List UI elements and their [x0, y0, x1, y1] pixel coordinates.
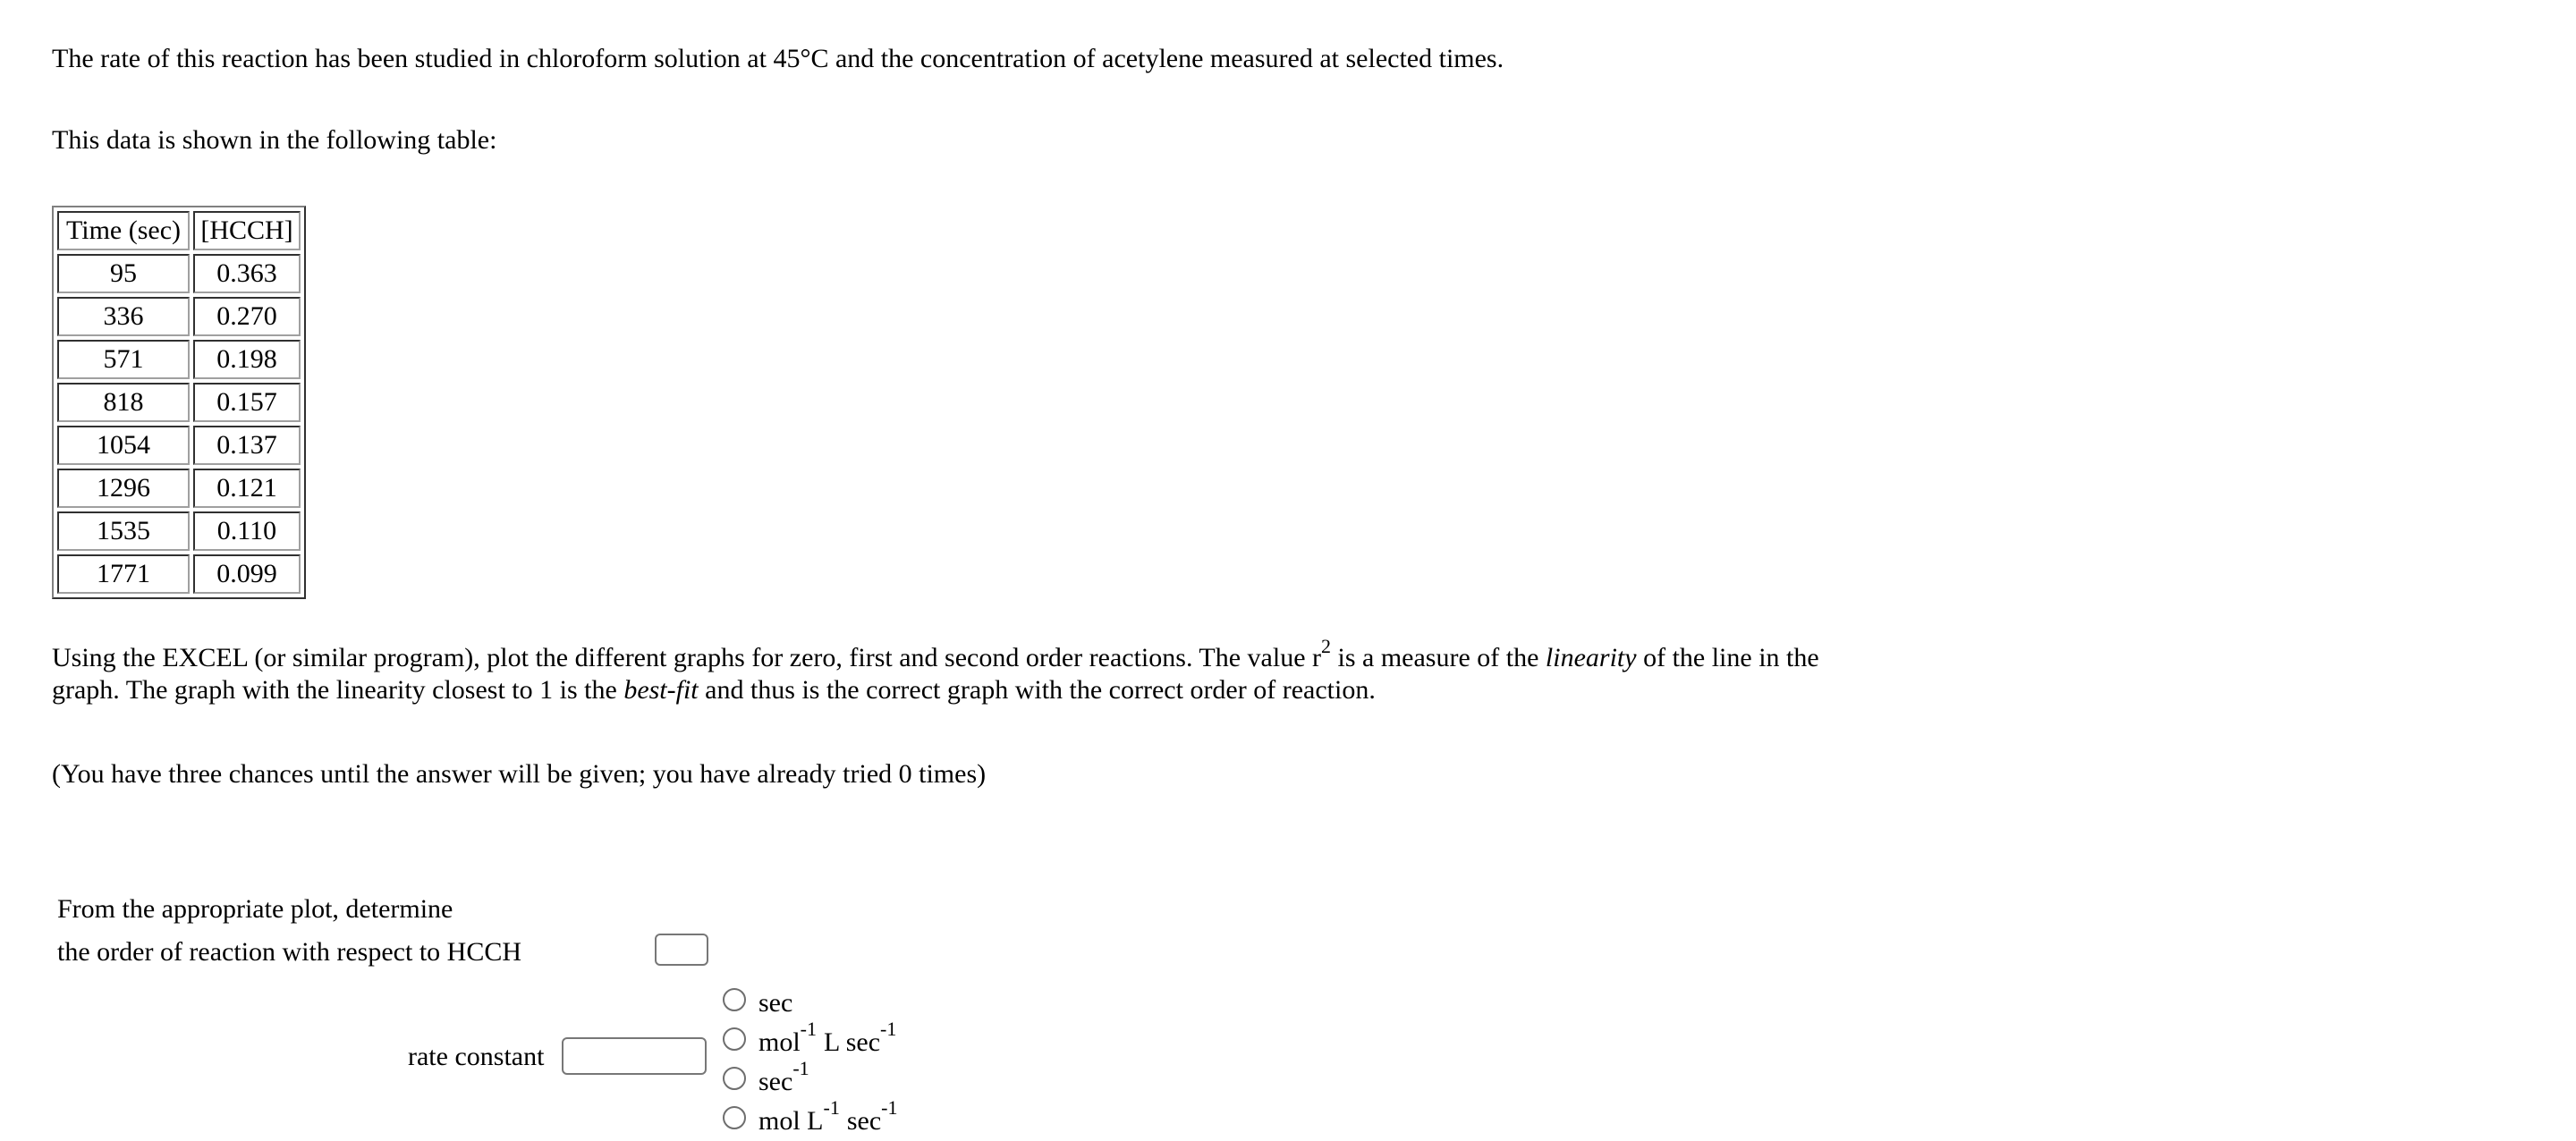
instructions-text-3: of the line in the graph. The graph with the linearity closest to 1 is the — [52, 643, 1819, 705]
table-row — [57, 426, 301, 465]
linearity-emphasis: linearity — [1545, 643, 1637, 672]
unit-option-label — [758, 1018, 897, 1059]
intro-sentence-2: This data is shown in the following table: — [52, 125, 497, 155]
unit-exponent: -1 — [881, 1096, 898, 1119]
concentration-cell: 0.121 — [193, 469, 301, 508]
attempts-note: (You have three chances until the answer will be given; you have already tried 0 times) — [52, 759, 987, 789]
concentration-table — [52, 206, 306, 599]
unit-exponent: -1 — [800, 1018, 817, 1040]
concentration-cell: 0.099 — [193, 554, 301, 594]
instructions-text-1: Using the EXCEL (or similar program), plot the different graphs for zero, first and second order reactions. The value r — [52, 643, 1321, 672]
table-row — [57, 554, 301, 594]
time-cell: 95 — [57, 254, 190, 293]
unit-option-label — [758, 987, 792, 1019]
unit-base: L sec — [824, 1027, 881, 1057]
table-header-row — [57, 211, 301, 250]
rate-constant-unit-options — [723, 980, 897, 1137]
unit-exponent: -1 — [792, 1057, 809, 1079]
time-cell: 1054 — [57, 426, 190, 465]
table-row — [57, 511, 301, 551]
unit-radio-button[interactable] — [723, 1106, 746, 1129]
instructions-paragraph — [52, 635, 1859, 706]
unit-exponent: -1 — [880, 1018, 897, 1040]
table-row — [57, 469, 301, 508]
unit-option-per-sec[interactable] — [723, 1059, 897, 1098]
unit-radio-button[interactable] — [723, 1067, 746, 1090]
unit-base: sec — [846, 1106, 882, 1136]
best-fit-emphasis: best-fit — [623, 675, 699, 705]
order-question-label: the order of reaction with respect to HCCH — [57, 937, 522, 967]
unit-option-per-mol-l-per-sec[interactable] — [723, 1019, 897, 1059]
time-cell: 1771 — [57, 554, 190, 594]
table-row — [57, 254, 301, 293]
concentration-column-header: [HCCH] — [193, 211, 301, 250]
time-cell: 336 — [57, 297, 190, 336]
concentration-cell: 0.110 — [193, 511, 301, 551]
rate-constant-label: rate constant — [408, 1042, 545, 1071]
unit-base: sec — [758, 988, 793, 1018]
unit-exponent: -1 — [823, 1096, 840, 1119]
concentration-cell: 0.363 — [193, 254, 301, 293]
unit-option-label — [758, 1057, 809, 1098]
unit-option-sec[interactable] — [723, 980, 897, 1019]
instructions-text-4: and thus is the correct graph with the correct order of reaction. — [698, 675, 1376, 705]
concentration-cell: 0.137 — [193, 426, 301, 465]
time-cell: 1296 — [57, 469, 190, 508]
concentration-cell: 0.270 — [193, 297, 301, 336]
unit-radio-button[interactable] — [723, 1027, 746, 1051]
time-cell: 1535 — [57, 511, 190, 551]
intro-sentence-1: The rate of this reaction has been studied in chloroform solution at 45°C and the concentration of acetylene measured at selected times. — [52, 44, 1504, 73]
instructions-text-2: is a measure of the — [1331, 643, 1546, 672]
r-squared-exponent: 2 — [1321, 635, 1331, 657]
reaction-order-input[interactable] — [655, 934, 708, 966]
table-row — [57, 297, 301, 336]
time-cell: 571 — [57, 340, 190, 379]
time-column-header: Time (sec) — [57, 211, 190, 250]
concentration-cell: 0.157 — [193, 383, 301, 422]
table-row — [57, 340, 301, 379]
concentration-cell: 0.198 — [193, 340, 301, 379]
unit-option-mol-per-l-per-sec[interactable] — [723, 1098, 897, 1137]
unit-base: mol L — [758, 1106, 824, 1136]
table-row — [57, 383, 301, 422]
time-cell: 818 — [57, 383, 190, 422]
unit-base: mol — [758, 1027, 801, 1057]
unit-option-label — [758, 1096, 898, 1137]
question-line-1: From the appropriate plot, determine — [57, 894, 453, 924]
rate-constant-input[interactable] — [562, 1037, 707, 1075]
unit-radio-button[interactable] — [723, 988, 746, 1011]
unit-base: sec — [758, 1067, 793, 1096]
